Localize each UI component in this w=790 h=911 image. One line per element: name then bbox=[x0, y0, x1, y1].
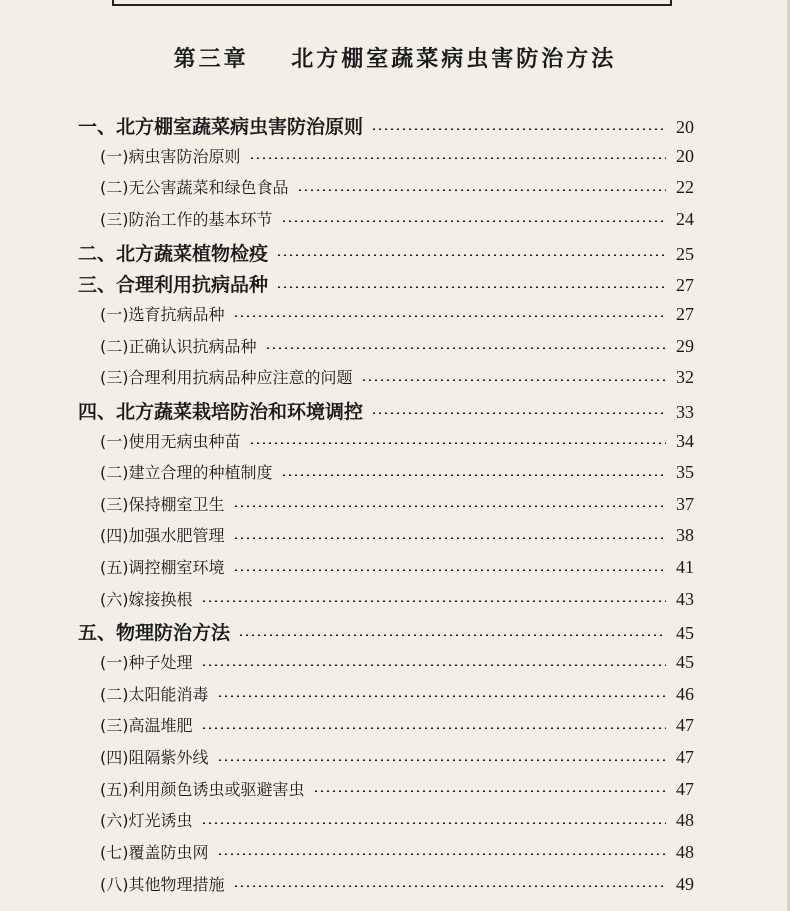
toc-section-entry bbox=[78, 112, 694, 139]
toc-page-number: 49 bbox=[676, 873, 694, 894]
dot-leader bbox=[201, 664, 667, 666]
toc-entry-label: (三)保持棚室卫生 bbox=[100, 494, 225, 514]
toc-page-number: 47 bbox=[676, 715, 694, 736]
dot-leader bbox=[233, 315, 667, 317]
toc-entry-label: (一)使用无病虫种苗 bbox=[100, 431, 241, 451]
dot-leader bbox=[249, 442, 667, 444]
toc-subsection-entry bbox=[100, 745, 694, 768]
toc-page-number: 41 bbox=[676, 557, 694, 578]
toc-subsection-entry bbox=[100, 682, 694, 705]
toc-page-number: 20 bbox=[676, 145, 694, 166]
toc-page-number: 20 bbox=[676, 117, 694, 137]
dot-leader bbox=[233, 569, 667, 571]
toc-entry-label: 一、北方棚室蔬菜病虫害防治原则 bbox=[78, 116, 364, 138]
toc-page-number: 37 bbox=[676, 493, 694, 514]
toc-subsection-entry bbox=[100, 334, 694, 357]
dot-leader bbox=[371, 412, 666, 414]
toc-entry-label: (二)无公害蔬菜和绿色食品 bbox=[100, 178, 289, 198]
toc-subsection-entry bbox=[100, 144, 694, 167]
toc-entry-label: 三、合理利用抗病品种 bbox=[78, 274, 269, 297]
toc-section-entry bbox=[78, 618, 694, 645]
toc-page-number: 47 bbox=[676, 747, 694, 767]
dot-leader bbox=[233, 505, 667, 507]
toc-entry-label: (二)太阳能消毒 bbox=[100, 684, 209, 704]
toc-subsection-entry bbox=[100, 429, 694, 452]
dot-leader bbox=[276, 286, 666, 288]
toc-entry-label: (一)选育抗病品种 bbox=[100, 304, 225, 324]
toc-subsection-entry bbox=[100, 207, 694, 230]
chapter-title: 第三章 北方棚室蔬菜病虫害防治方法 bbox=[173, 46, 617, 72]
toc-entry-label: (三)防治工作的基本环节 bbox=[100, 209, 273, 229]
toc-page-number: 24 bbox=[676, 208, 694, 229]
dot-leader bbox=[249, 157, 667, 159]
toc-page-number: 45 bbox=[676, 623, 694, 644]
dot-leader bbox=[217, 759, 667, 761]
toc-subsection-entry bbox=[100, 460, 694, 483]
toc-subsection-entry bbox=[100, 872, 694, 895]
toc-entry-label: (五)调控棚室环境 bbox=[100, 558, 225, 578]
toc-entry-label: 四、北方蔬菜栽培防治和环境调控 bbox=[78, 400, 364, 423]
toc-page-number: 27 bbox=[676, 303, 694, 324]
dot-leader bbox=[201, 822, 667, 824]
toc-section-entry bbox=[78, 270, 694, 297]
toc-section-entry bbox=[78, 397, 694, 424]
dot-leader bbox=[371, 128, 666, 130]
toc-page-number: 29 bbox=[676, 335, 694, 356]
toc-page-number: 22 bbox=[676, 177, 694, 198]
toc-page-number: 48 bbox=[676, 841, 694, 862]
dot-leader bbox=[265, 347, 667, 349]
toc-entry-label: (八)其他物理措施 bbox=[100, 874, 225, 894]
toc-entry-label: 五、物理防治方法 bbox=[78, 622, 231, 645]
dot-leader bbox=[361, 379, 667, 381]
toc-page-number: 27 bbox=[676, 275, 694, 296]
toc-page-number: 47 bbox=[676, 778, 694, 799]
toc-page-number: 46 bbox=[676, 683, 694, 704]
toc-subsection-entry bbox=[100, 808, 694, 831]
toc-entry-label: (六)嫁接换根 bbox=[100, 589, 193, 609]
toc-subsection-entry bbox=[100, 365, 694, 388]
toc-page-number: 35 bbox=[676, 462, 694, 483]
toc-subsection-entry bbox=[100, 555, 694, 578]
dot-leader bbox=[281, 220, 667, 222]
toc-entry-label: (三)合理利用抗病品种应注意的问题 bbox=[100, 368, 353, 388]
toc-subsection-entry bbox=[100, 492, 694, 515]
toc-entry-label: 二、北方蔬菜植物检疫 bbox=[78, 242, 269, 265]
dot-leader bbox=[201, 727, 667, 729]
top-border-rule bbox=[112, 0, 672, 6]
toc-entry-label: (六)灯光诱虫 bbox=[100, 811, 193, 831]
dot-leader bbox=[281, 474, 667, 476]
dot-leader bbox=[297, 189, 667, 191]
toc-subsection-entry bbox=[100, 777, 694, 800]
toc-entry-label: (二)建立合理的种植制度 bbox=[100, 463, 273, 483]
toc-subsection-entry bbox=[100, 650, 694, 673]
toc-entry-label: (二)正确认识抗病品种 bbox=[100, 336, 257, 356]
toc-subsection-entry bbox=[100, 302, 694, 325]
toc-page-number: 43 bbox=[676, 588, 694, 609]
toc-subsection-entry bbox=[100, 840, 694, 863]
dot-leader bbox=[276, 254, 666, 256]
toc-page-number: 45 bbox=[676, 652, 694, 673]
dot-leader bbox=[313, 790, 667, 792]
dot-leader bbox=[233, 885, 667, 887]
toc-entry-label: (五)利用颜色诱虫或驱避害虫 bbox=[100, 779, 305, 799]
dot-leader bbox=[217, 695, 667, 697]
toc-page-number: 32 bbox=[676, 367, 694, 388]
toc-entry-label: (七)覆盖防虫网 bbox=[100, 842, 209, 862]
toc-page-number: 38 bbox=[676, 525, 694, 546]
toc-page-number: 48 bbox=[676, 810, 694, 831]
toc-subsection-entry bbox=[100, 523, 694, 546]
toc-subsection-entry bbox=[100, 587, 694, 610]
toc-page-number: 34 bbox=[676, 430, 694, 451]
dot-leader bbox=[217, 853, 667, 855]
toc-entry-label: (一)病虫害防治原则 bbox=[100, 146, 241, 166]
toc-section-entry bbox=[78, 239, 694, 266]
toc-page-number: 25 bbox=[676, 243, 694, 264]
toc-entry-label: (四)阻隔紫外线 bbox=[100, 748, 209, 767]
dot-leader bbox=[238, 634, 666, 636]
toc-entry-label: (三)高温堆肥 bbox=[100, 716, 193, 736]
toc-entry-label: (一)种子处理 bbox=[100, 653, 193, 673]
toc-entry-label: (四)加强水肥管理 bbox=[100, 526, 225, 546]
dot-leader bbox=[233, 537, 667, 539]
dot-leader bbox=[201, 600, 667, 602]
toc-subsection-entry bbox=[100, 175, 694, 198]
toc-subsection-entry bbox=[100, 713, 694, 736]
toc-page-number: 33 bbox=[676, 401, 694, 422]
